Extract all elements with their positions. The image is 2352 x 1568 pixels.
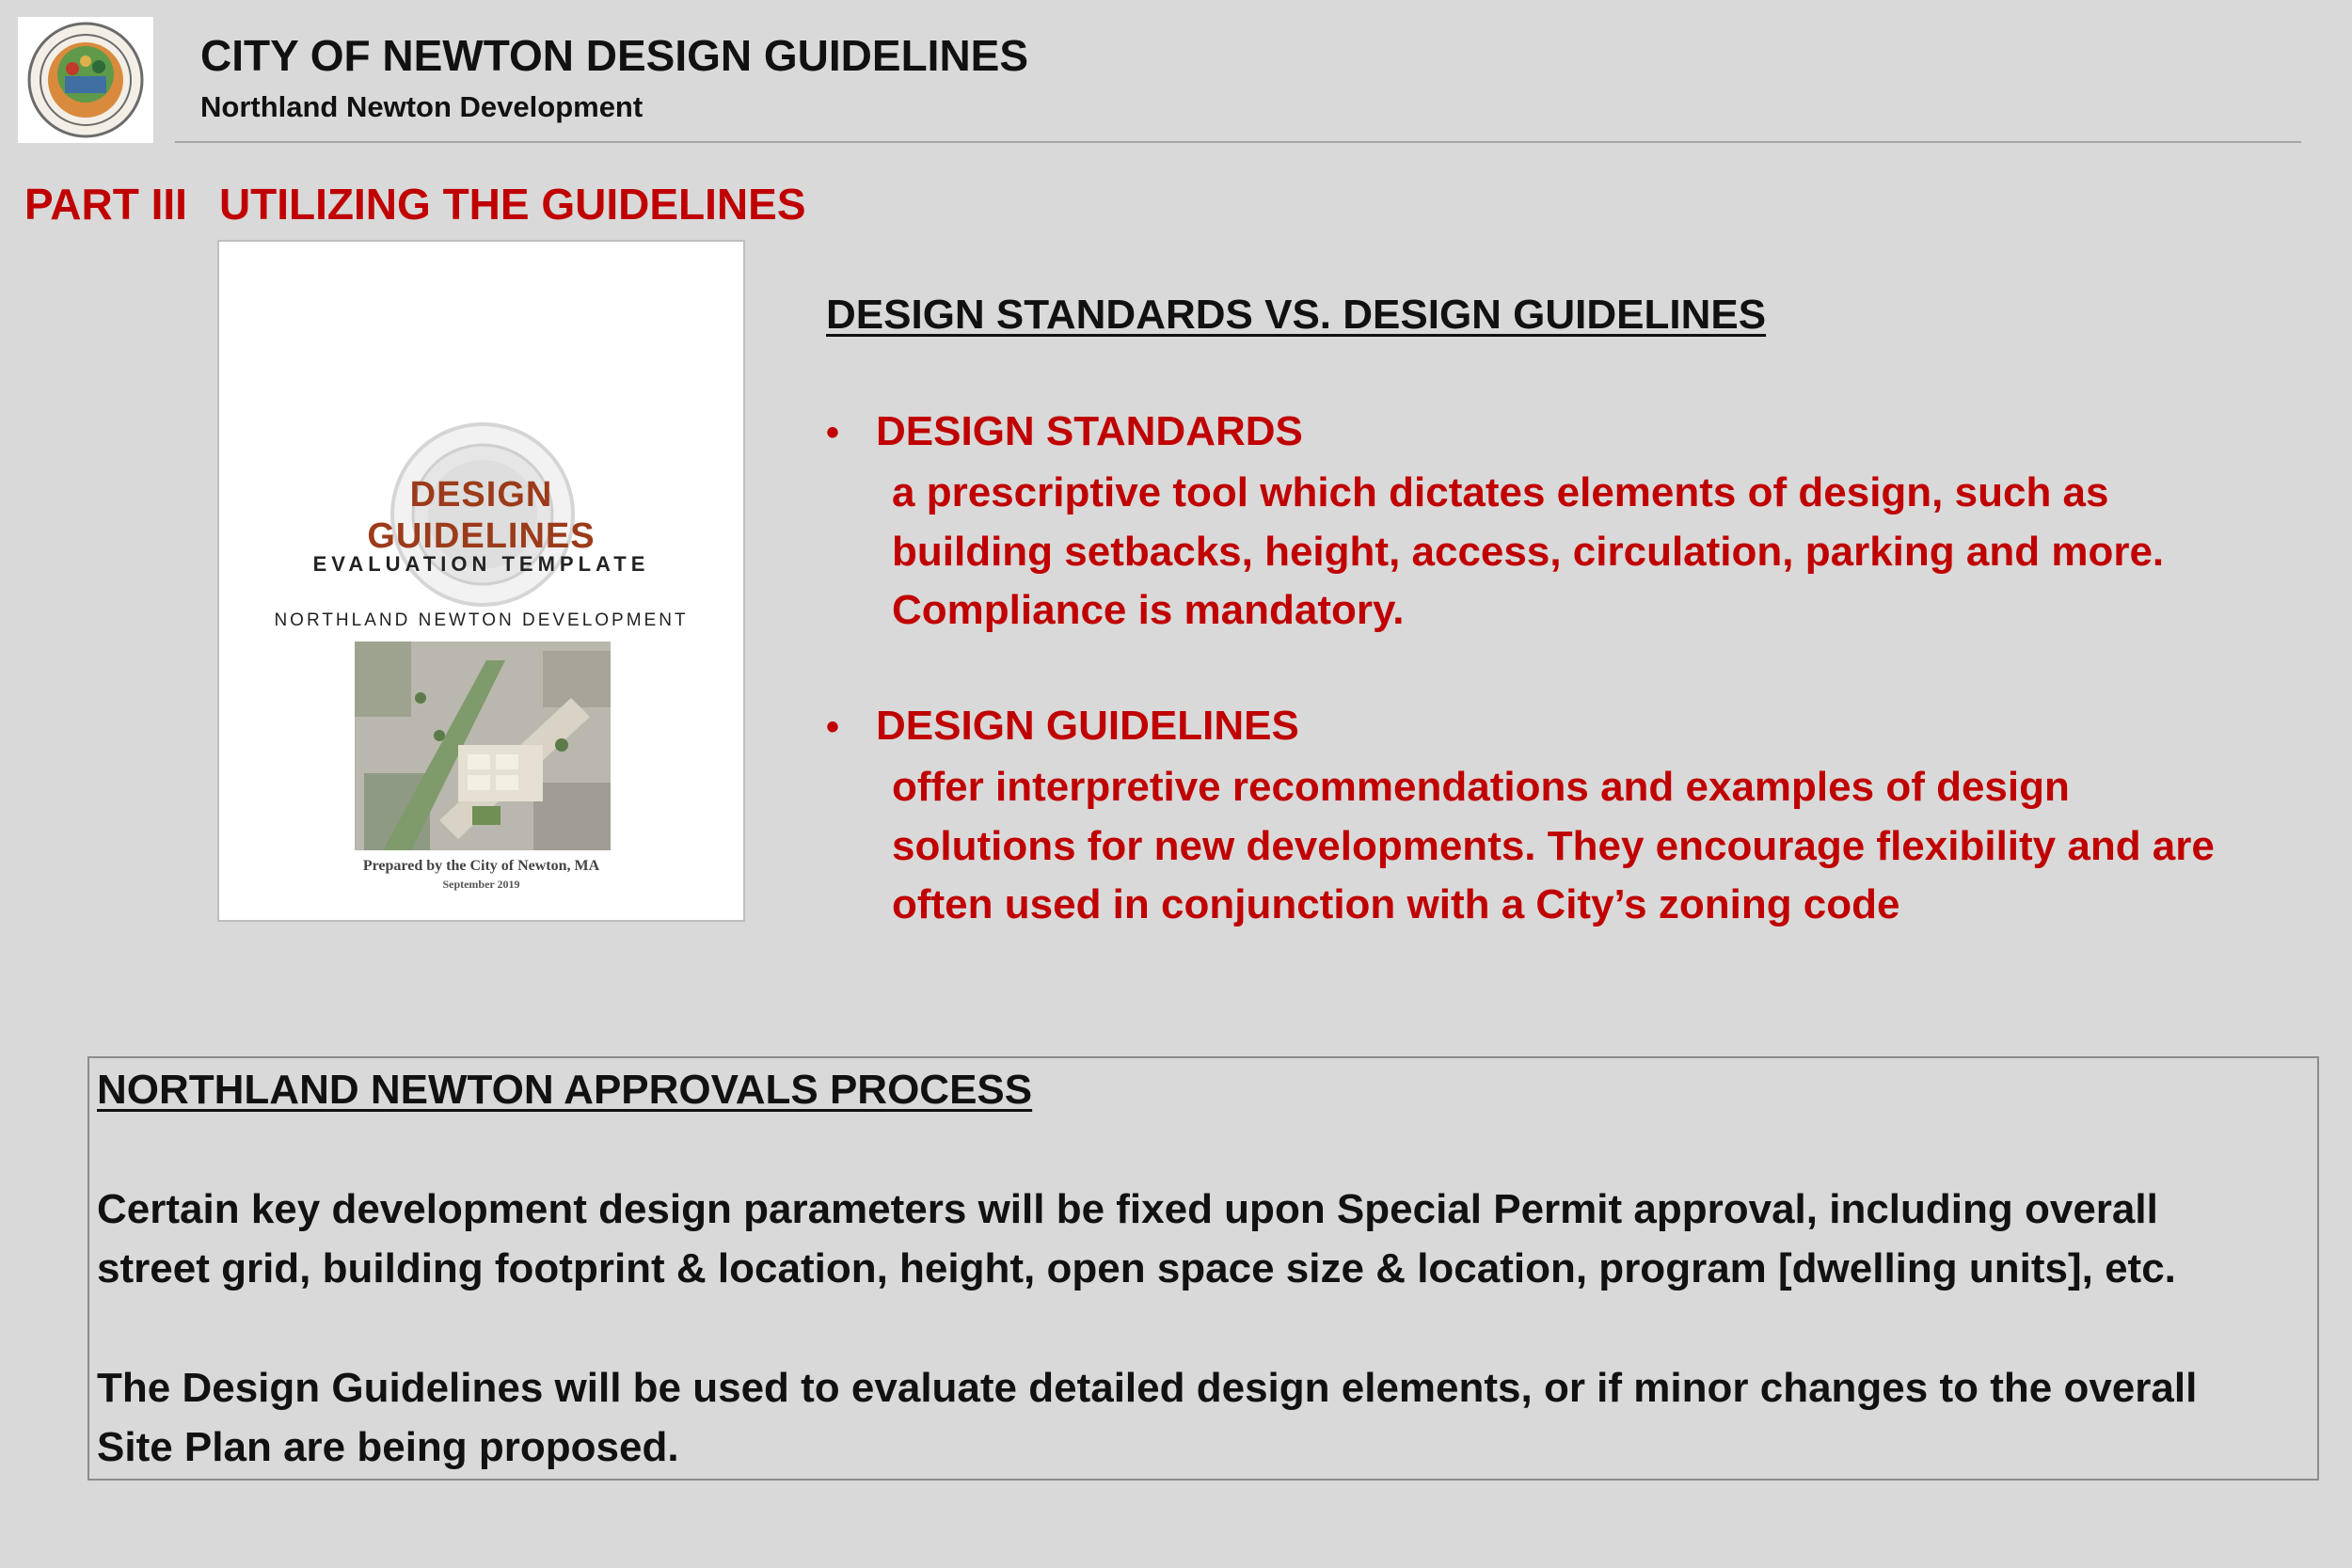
bullet-term: DESIGN GUIDELINES xyxy=(876,703,1299,749)
site-plan-aerial-image xyxy=(355,641,611,850)
header-title: CITY OF NEWTON DESIGN GUIDELINES xyxy=(200,31,1029,80)
cover-title-line2: GUIDELINES xyxy=(367,516,596,556)
bullet-design-standards xyxy=(826,408,1303,455)
paragraph-line: street grid, building footprint & location, height, open space size & location, program [dwelling units], etc. xyxy=(97,1244,2176,1291)
description-line: Compliance is mandatory. xyxy=(892,587,1405,633)
paragraph-line: Site Plan are being proposed. xyxy=(97,1423,679,1470)
bullet-glyph: • xyxy=(826,706,840,748)
bullet-glyph: • xyxy=(826,412,840,453)
part-title xyxy=(24,179,806,230)
cover-title-line3: EVALUATION TEMPLATE xyxy=(312,552,650,576)
design-guidelines-description xyxy=(892,758,2215,935)
cover-project-name: NORTHLAND NEWTON DEVELOPMENT xyxy=(274,610,689,630)
header-subtitle: Northland Newton Development xyxy=(200,90,644,123)
paragraph-line: The Design Guidelines will be used to evaluate detailed design elements, or if minor changes to the overall xyxy=(97,1365,2198,1411)
description-line: often used in conjunction with a City’s zoning code xyxy=(892,881,1900,927)
bullet-design-guidelines xyxy=(826,703,1299,750)
city-seal-icon xyxy=(24,20,148,140)
cover-title-line1: DESIGN xyxy=(409,475,553,515)
part-label: PART III xyxy=(24,180,187,229)
approvals-paragraph-2 xyxy=(97,1359,2197,1477)
paragraph-line: Certain key development design parameters will be fixed upon Special Permit approval, including overall xyxy=(97,1186,2158,1232)
description-line: offer interpretive recommendations and examples of design xyxy=(892,764,2070,810)
bullet-term: DESIGN STANDARDS xyxy=(876,408,1303,454)
part-heading: UTILIZING THE GUIDELINES xyxy=(218,180,806,229)
approvals-paragraph-1 xyxy=(97,1180,2176,1298)
header-divider xyxy=(175,141,2301,143)
city-seal-logo xyxy=(18,17,153,143)
cover-date: September 2019 xyxy=(442,878,520,891)
approvals-heading: NORTHLAND NEWTON APPROVALS PROCESS xyxy=(97,1067,1033,1113)
description-line: building setbacks, height, access, circulation, parking and more. xyxy=(892,528,2165,575)
design-standards-description xyxy=(892,464,2164,641)
approvals-process-box xyxy=(87,1056,2319,1481)
cover-prepared-by: Prepared by the City of Newton, MA xyxy=(362,858,600,874)
comparison-heading: DESIGN STANDARDS VS. DESIGN GUIDELINES xyxy=(826,292,1767,338)
guidelines-cover-image xyxy=(217,240,745,922)
description-line: solutions for new developments. They encourage flexibility and are xyxy=(892,822,2215,869)
description-line: a prescriptive tool which dictates elements of design, such as xyxy=(892,469,2109,515)
